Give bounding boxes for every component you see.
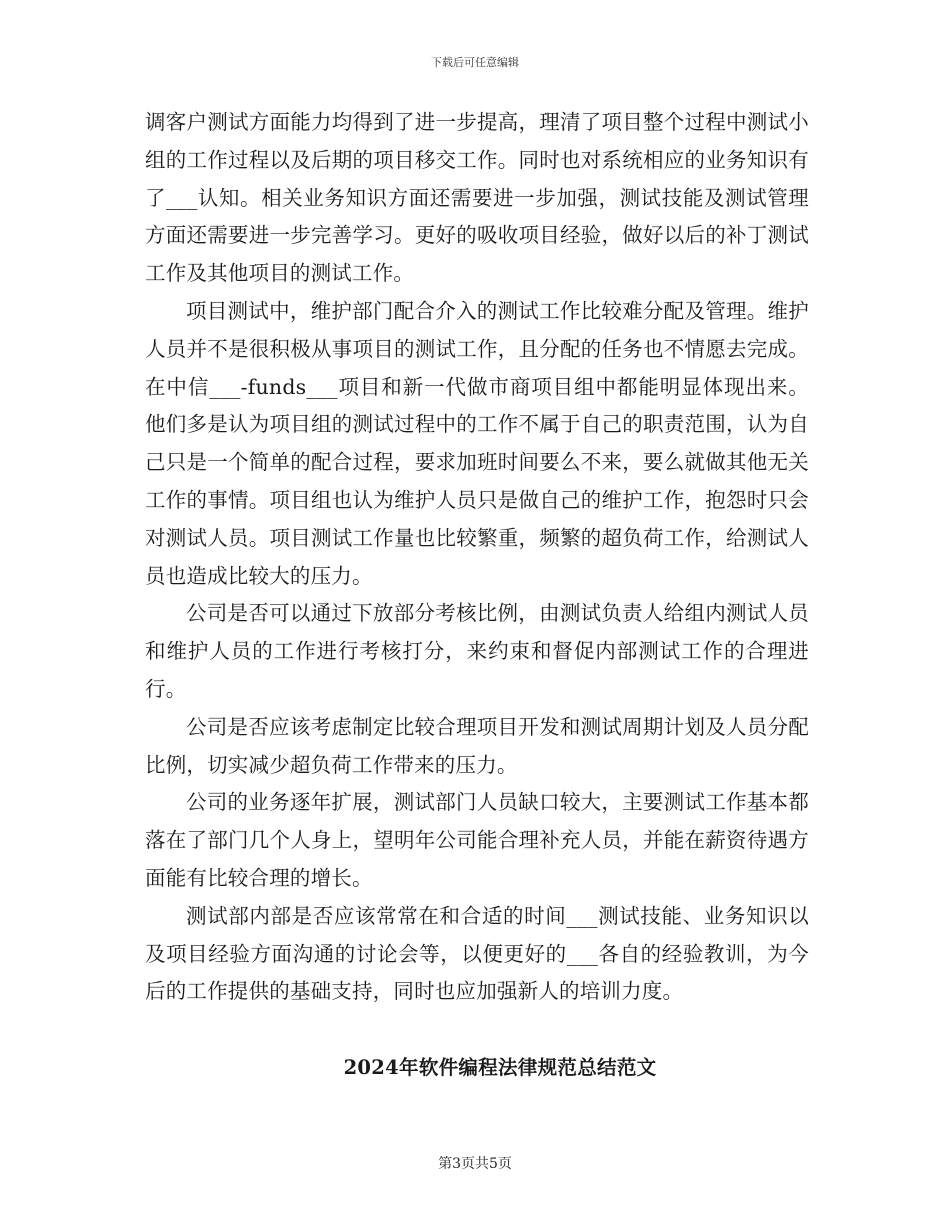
paragraph-6: 测试部内部是否应该常常在和合适的时间___测试技能、业务知识以及项目经验方面沟通的讨论会等，以便更好的___各自的经验教训，为今后的工作提供的基础支持，同时也应加强新人的培训力度。 bbox=[145, 903, 809, 1004]
body-text bbox=[145, 104, 809, 1011]
paragraph-1: 调客户测试方面能力均得到了进一步提高，理清了项目整个过程中测试小组的工作过程以及后期的项目移交工作。同时也对系统相应的业务知识有了___认知。相关业务知识方面还需要进一步加强，测试技能及测试管理方面还需要进一步完善学习。更好的吸收项目经验，做好以后的补丁测试工作及其他项目的测试工作。 bbox=[145, 110, 809, 286]
header-note: 下载后可任意编辑 bbox=[431, 56, 519, 69]
paragraph-4: 公司是否应该考虑制定比较合理项目开发和测试周期计划及人员分配比例，切实减少超负荷工作带来的压力。 bbox=[145, 714, 809, 777]
paragraph-5: 公司的业务逐年扩展，测试部门人员缺口较大，主要测试工作基本都落在了部门几个人身上，望明年公司能合理补充人员，并能在薪资待遇方面能有比较合理的增长。 bbox=[145, 790, 809, 890]
section-title: 2024年软件编程法律规范总结范文 bbox=[343, 1056, 657, 1079]
paragraph-2: 项目测试中，维护部门配合介入的测试工作比较难分配及管理。维护人员并不是很积极从事项目的测试工作，且分配的任务也不情愿去完成。在中信___-funds___项目和新一代做市商项目组中都能明显体现出来。他们多是认为项目组的测试过程中的工作不属于自己的职责范围，认为自己只是一个简单的配合过程，要求加班时间要么不来，要么就做其他无关工作的事情。项目组也认为维护人员只是做自己的维护工作，抱怨时只会对测试人员。项目测试工作量也比较繁重，频繁的超负荷工作，给测试人员也造成比较大的压力。 bbox=[145, 298, 809, 588]
paragraph-3: 公司是否可以通过下放部分考核比例，由测试负责人给组内测试人员和维护人员的工作进行考核打分，来约束和督促内部测试工作的合理进行。 bbox=[145, 601, 809, 701]
page-number: 第3页共5页 bbox=[438, 1156, 512, 1172]
